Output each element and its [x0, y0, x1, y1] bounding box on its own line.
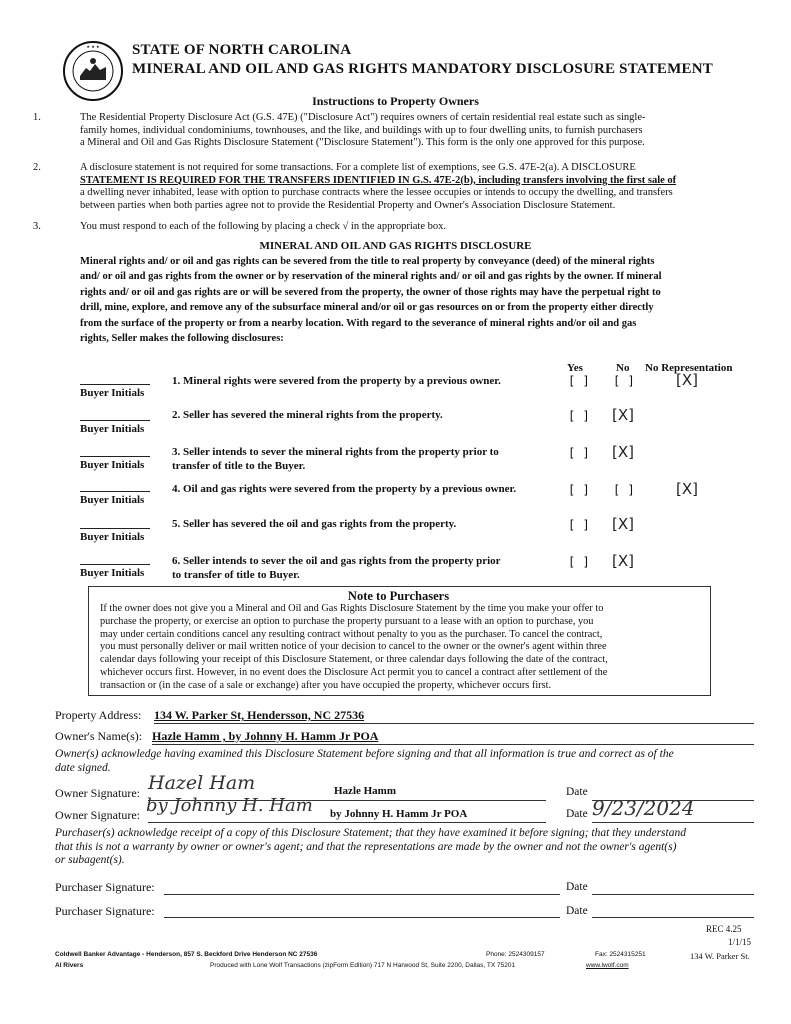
- purchaser-signature-label: Purchaser Signature:: [55, 880, 155, 894]
- buyer-initials-label: Buyer Initials: [80, 494, 145, 506]
- footer-phone: Phone: 2524309157: [486, 951, 545, 958]
- disclosure-section-title: MINERAL AND OIL AND GAS RIGHTS DISCLOSURE: [259, 240, 532, 252]
- buyer-initials-label: Buyer Initials: [80, 459, 145, 471]
- purchaser-acknowledgement: Purchaser(s) acknowledge receipt of a copy of this Disclosure Statement; that they have examined it before signing; that they understand that this is not a warranty by owner or owner's agent; and that the representations are made by the owner and not the owner's agent(s) or subagent(s).: [55, 827, 686, 866]
- nc-real-estate-commission-seal: [62, 40, 124, 102]
- owner-handwritten-date[interactable]: 9/23/2024: [592, 796, 695, 820]
- date-label: Date: [566, 881, 588, 893]
- date-line[interactable]: [592, 822, 754, 823]
- checkbox-yes[interactable]: [ ]: [568, 555, 590, 569]
- owners-name-line: [152, 744, 754, 745]
- owner-handwritten-signature: Hazel Ham: [148, 772, 256, 794]
- footer-produced: Produced with Lone Wolf Transactions (zipForm Edition) 717 N Harwood St, Suite 2200, Dallas, TX 75201: [210, 962, 516, 969]
- footer-agency: Coldwell Banker Advantage - Henderson, 857 S. Beckford Drive Henderson NC 27536: [55, 951, 318, 958]
- checkbox-no[interactable]: [ ]: [613, 483, 635, 497]
- buyer-initials-line[interactable]: [80, 564, 150, 565]
- owner-acknowledgement: Owner(s) acknowledge having examined this Disclosure Statement before signing and that all information is true and correct as of the date signed.: [55, 748, 674, 774]
- buyer-initials-line[interactable]: [80, 456, 150, 457]
- svg-text:★ ★ ★: ★ ★ ★: [86, 44, 100, 49]
- form-state-title: STATE OF NORTH CAROLINA: [132, 42, 352, 58]
- date-label: Date: [566, 786, 588, 798]
- property-address-label: Property Address:: [55, 708, 142, 722]
- question-text: 5. Seller has severed the oil and gas rights from the property.: [172, 518, 457, 530]
- footer-url[interactable]: www.lwolf.com: [586, 962, 629, 969]
- buyer-initials-label: Buyer Initials: [80, 567, 145, 579]
- owner-printed-name: by Johnny H. Hamm Jr POA: [330, 808, 468, 820]
- form-code: REC 4.25: [706, 924, 742, 934]
- buyer-initials-label: Buyer Initials: [80, 531, 145, 543]
- note-title: Note to Purchasers: [347, 589, 450, 603]
- checkbox-no-marked[interactable]: [X]: [612, 515, 634, 533]
- date-line[interactable]: [592, 894, 754, 895]
- buyer-initials-line[interactable]: [80, 491, 150, 492]
- question-text: 6. Seller intends to sever the oil and gas rights from the property prior to transfer of title to Buyer.: [172, 555, 501, 581]
- checkbox-no-marked[interactable]: [X]: [612, 552, 634, 570]
- footer-agent: Al Rivers: [55, 962, 84, 969]
- instructions-title: Instructions to Property Owners: [312, 94, 479, 108]
- checkbox-no-marked[interactable]: [X]: [612, 406, 634, 424]
- owner-printed-name: Hazle Hamm: [334, 785, 397, 797]
- checkbox-yes[interactable]: [ ]: [568, 446, 590, 460]
- checkbox-no-marked[interactable]: [X]: [612, 443, 634, 461]
- owners-name-label: Owner's Name(s):: [55, 729, 143, 743]
- owners-name-value[interactable]: Hazle Hamm , by Johnny H. Hamm Jr POA: [152, 729, 379, 743]
- instruction-number: 3.: [33, 221, 41, 232]
- checkbox-no-representation-marked[interactable]: [X]: [676, 480, 698, 498]
- disclosure-paragraph: Mineral rights and/ or oil and gas rights can be severed from the title to real property by conveyance (deed) of the mineral rights and/ or oil and gas rights from the owner or by reservation of the mineral rights and/ or oil and gas rights by the owner. If mineral rights and/ or oil and gas rights are or will be severed from the property, the owner of those rights may have the perpetual right to drill, mine, explore, and remove any of the subsurface mineral and/or oil or gas resources on or from the property either directly from the surface of the property or from a nearby location. With regard to the severance of mineral rights and/or oil and gas rights, Seller makes the following disclosures:: [80, 256, 662, 345]
- col-header-no-representation: No Representation: [645, 362, 733, 374]
- buyer-initials-line[interactable]: [80, 528, 150, 529]
- purchaser-signature-line[interactable]: [164, 894, 560, 895]
- checkbox-yes[interactable]: [ ]: [568, 518, 590, 532]
- purchaser-signature-label: Purchaser Signature:: [55, 904, 155, 918]
- instruction-item: You must respond to each of the following by placing a check √ in the appropriate box.: [80, 221, 446, 232]
- purchaser-signature-line[interactable]: [164, 917, 560, 918]
- checkbox-yes[interactable]: [ ]: [568, 374, 590, 388]
- instruction-item: The Residential Property Disclosure Act (G.S. 47E) ("Disclosure Act") requires owners of certain residential real estate such as single- family homes, individual condominiums, townhouses, and the like, and buildings with up to four dwelling units, to furnish purchasers a Mineral and Oil and Gas Rights Disclosure Statement ("Disclosure Statement"). This form is the only one approved for this purpose.: [80, 112, 646, 149]
- buyer-initials-line[interactable]: [80, 420, 150, 421]
- question-text: 3. Seller intends to sever the mineral rights from the property prior to transfer of title to the Buyer.: [172, 446, 499, 472]
- question-text: 1. Mineral rights were severed from the property by a previous owner.: [172, 375, 501, 387]
- instruction-item: A disclosure statement is not required for some transactions. For a complete list of exemptions, see G.S. 47E-2(a). A DISCLOSURE STATEMENT IS REQUIRED FOR THE TRANSFERS IDENTIFIED IN G.S. 47E-2(b), including transfers involving the first sale of a dwelling never inhabited, lease with option to purchase contracts where the lessee occupies or intends to occupy the dwelling, and transfers between parties when both parties agree not to provide the Residential Property and Owner's Association Disclosure Statement.: [80, 162, 677, 211]
- owner-handwritten-signature: by Johnny H. Ham: [146, 795, 313, 816]
- instruction-number: 1.: [33, 112, 41, 123]
- form-revision: 1/1/15: [728, 937, 752, 947]
- note-text: If the owner does not give you a Mineral and Oil and Gas Rights Disclosure Statement by the time you make your offer to purchase the property, or exercise an option to purchase the property pursuant to a lease with an option to purchase, you may under certain conditions cancel any resulting contract without penalty to you as the purchaser. To cancel the contract, you must personally deliver or mail written notice of your decision to cancel to the owner or the owner's agent within three calendar days following your receipt of this Disclosure Statement, or three calendar days following the date of the contract, whichever occurs first. However, in no event does the Disclosure Act permit you to cancel a contract after settlement of the transaction or (in the case of a sale or exchange) after you have occupied the property, whichever occurs first.: [100, 603, 608, 691]
- form-title: MINERAL AND OIL AND GAS RIGHTS MANDATORY DISCLOSURE STATEMENT: [132, 61, 713, 77]
- date-line[interactable]: [592, 917, 754, 918]
- col-header-yes: Yes: [567, 362, 583, 374]
- footer-property: 134 W. Parker St.: [690, 951, 750, 961]
- instruction-number: 2.: [33, 162, 41, 173]
- question-text: 4. Oil and gas rights were severed from the property by a previous owner.: [172, 483, 517, 495]
- date-label: Date: [566, 808, 588, 820]
- question-text: 2. Seller has severed the mineral rights from the property.: [172, 409, 443, 421]
- property-address-value[interactable]: 134 W. Parker St, Hendersson, NC 27536: [154, 708, 365, 722]
- owner-signature-label: Owner Signature:: [55, 808, 140, 822]
- buyer-initials-line[interactable]: [80, 384, 150, 385]
- checkbox-yes[interactable]: [ ]: [568, 409, 590, 423]
- footer-fax: Fax: 2524315251: [595, 951, 646, 958]
- checkbox-yes[interactable]: [ ]: [568, 483, 590, 497]
- date-label: Date: [566, 905, 588, 917]
- buyer-initials-label: Buyer Initials: [80, 423, 145, 435]
- owner-signature-label: Owner Signature:: [55, 786, 140, 800]
- checkbox-no-representation-marked[interactable]: [X]: [676, 371, 698, 389]
- buyer-initials-label: Buyer Initials: [80, 387, 145, 399]
- owner-signature-line[interactable]: [148, 822, 546, 823]
- property-address-line: [154, 723, 754, 724]
- checkbox-no[interactable]: [ ]: [613, 374, 635, 388]
- col-header-no: No: [616, 362, 630, 374]
